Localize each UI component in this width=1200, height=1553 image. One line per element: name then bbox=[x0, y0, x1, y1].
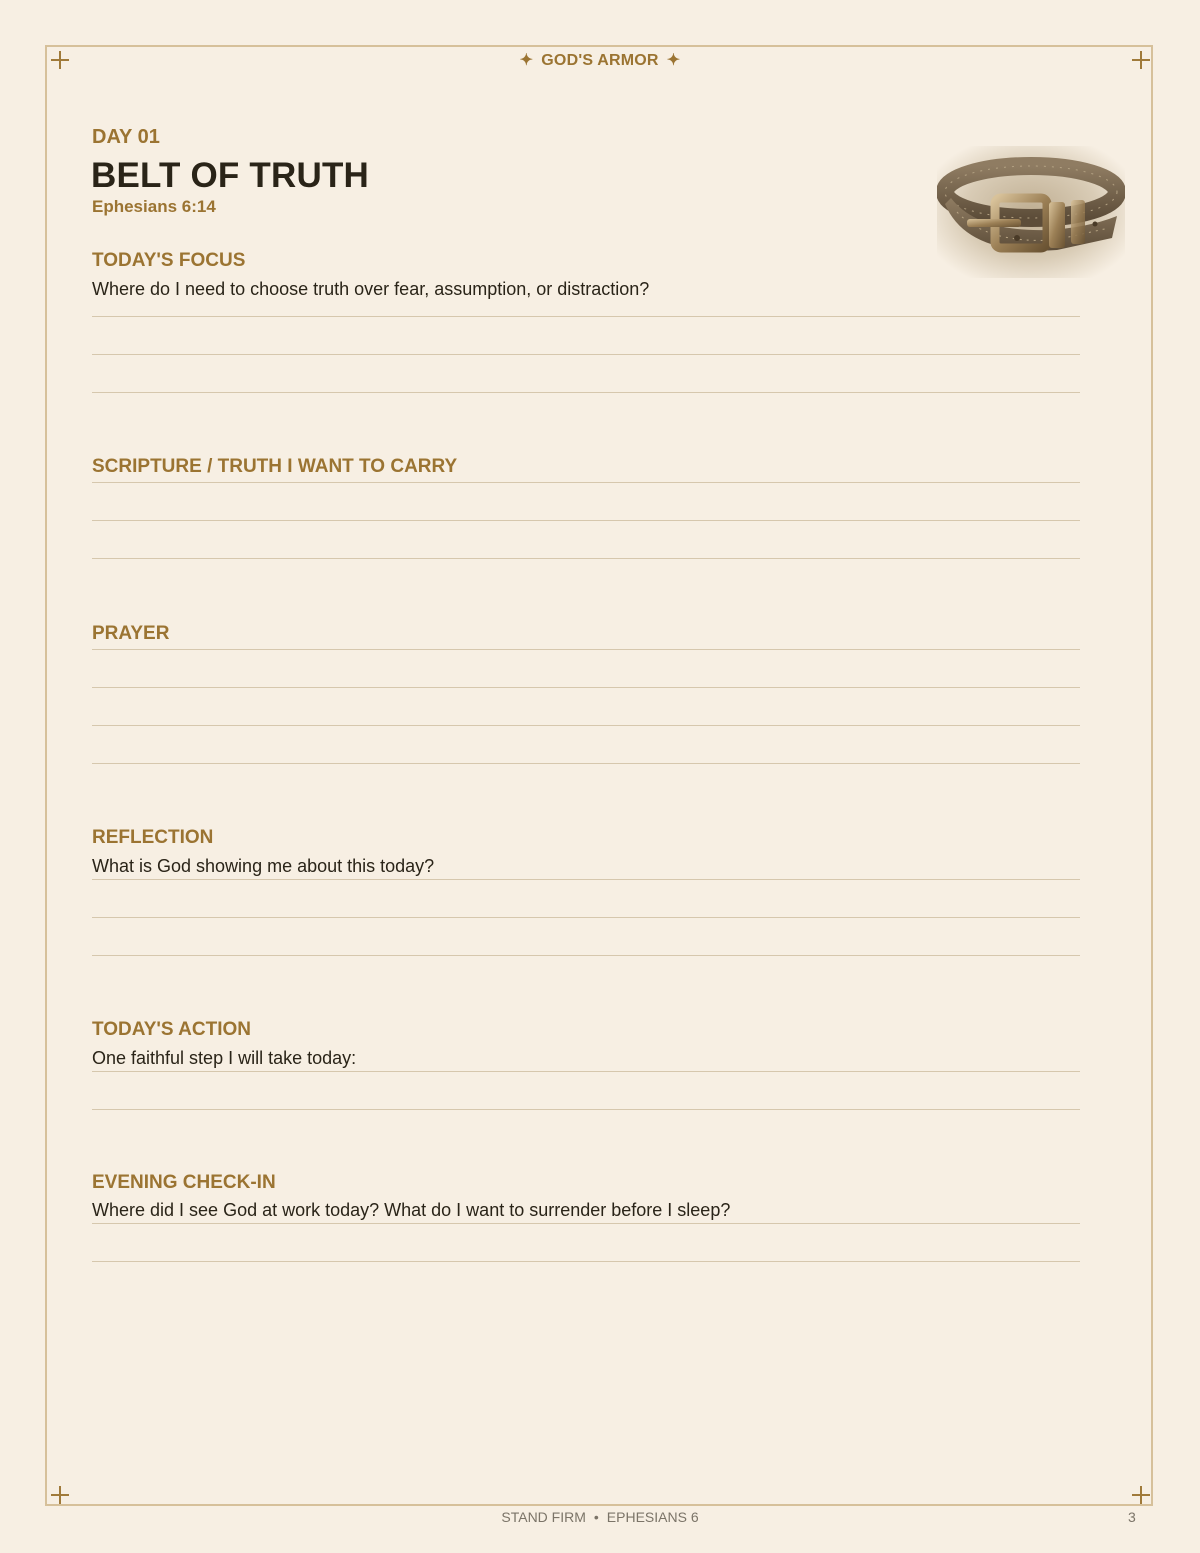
writing-line[interactable] bbox=[92, 1261, 1080, 1262]
scripture-heading: SCRIPTURE / TRUTH I WANT TO CARRY bbox=[92, 456, 458, 477]
star-icon: ✦ bbox=[666, 52, 681, 69]
writing-line[interactable] bbox=[92, 520, 1080, 521]
evening-prompt: Where did I see God at work today? What do I want to surrender before I sleep? bbox=[92, 1200, 731, 1220]
day-label: DAY 01 bbox=[92, 126, 160, 148]
corner-plus-icon-bottom-right bbox=[1132, 1486, 1150, 1504]
writing-line[interactable] bbox=[92, 1109, 1080, 1110]
writing-line[interactable] bbox=[92, 649, 1080, 650]
running-footer bbox=[0, 1509, 1200, 1525]
focus-heading: TODAY'S FOCUS bbox=[92, 250, 246, 271]
writing-line[interactable] bbox=[92, 725, 1080, 726]
writing-line[interactable] bbox=[92, 558, 1080, 559]
page-title: BELT OF TRUTH bbox=[91, 156, 370, 195]
reflection-heading: REFLECTION bbox=[92, 827, 214, 848]
writing-line[interactable] bbox=[92, 955, 1080, 956]
footer-left-text: STAND FIRM bbox=[501, 1509, 586, 1525]
verse-reference: Ephesians 6:14 bbox=[92, 197, 216, 216]
reflection-prompt: What is God showing me about this today? bbox=[92, 856, 435, 876]
writing-line[interactable] bbox=[92, 1071, 1080, 1072]
action-heading: TODAY'S ACTION bbox=[92, 1019, 252, 1040]
belt-buckle-illustration-icon bbox=[937, 146, 1125, 278]
writing-line[interactable] bbox=[92, 354, 1080, 355]
evening-heading: EVENING CHECK-IN bbox=[92, 1172, 276, 1193]
prayer-heading: PRAYER bbox=[92, 623, 170, 644]
writing-line[interactable] bbox=[92, 917, 1080, 918]
writing-line[interactable] bbox=[92, 482, 1080, 483]
footer-right-text: EPHESIANS 6 bbox=[606, 1509, 699, 1525]
writing-line[interactable] bbox=[92, 763, 1080, 764]
action-prompt: One faithful step I will take today: bbox=[92, 1048, 357, 1068]
page-number: 3 bbox=[1128, 1509, 1136, 1525]
focus-prompt: Where do I need to choose truth over fear, assumption, or distraction? bbox=[92, 279, 650, 299]
writing-line[interactable] bbox=[92, 392, 1080, 393]
star-icon: ✦ bbox=[519, 52, 534, 69]
writing-line[interactable] bbox=[92, 687, 1080, 688]
writing-line[interactable] bbox=[92, 879, 1080, 880]
writing-line[interactable] bbox=[92, 316, 1080, 317]
running-header bbox=[0, 50, 1200, 70]
footer-separator: • bbox=[593, 1509, 599, 1525]
running-header-title: GOD'S ARMOR bbox=[541, 52, 659, 69]
writing-line[interactable] bbox=[92, 1223, 1080, 1224]
corner-plus-icon-bottom-left bbox=[51, 1486, 69, 1504]
